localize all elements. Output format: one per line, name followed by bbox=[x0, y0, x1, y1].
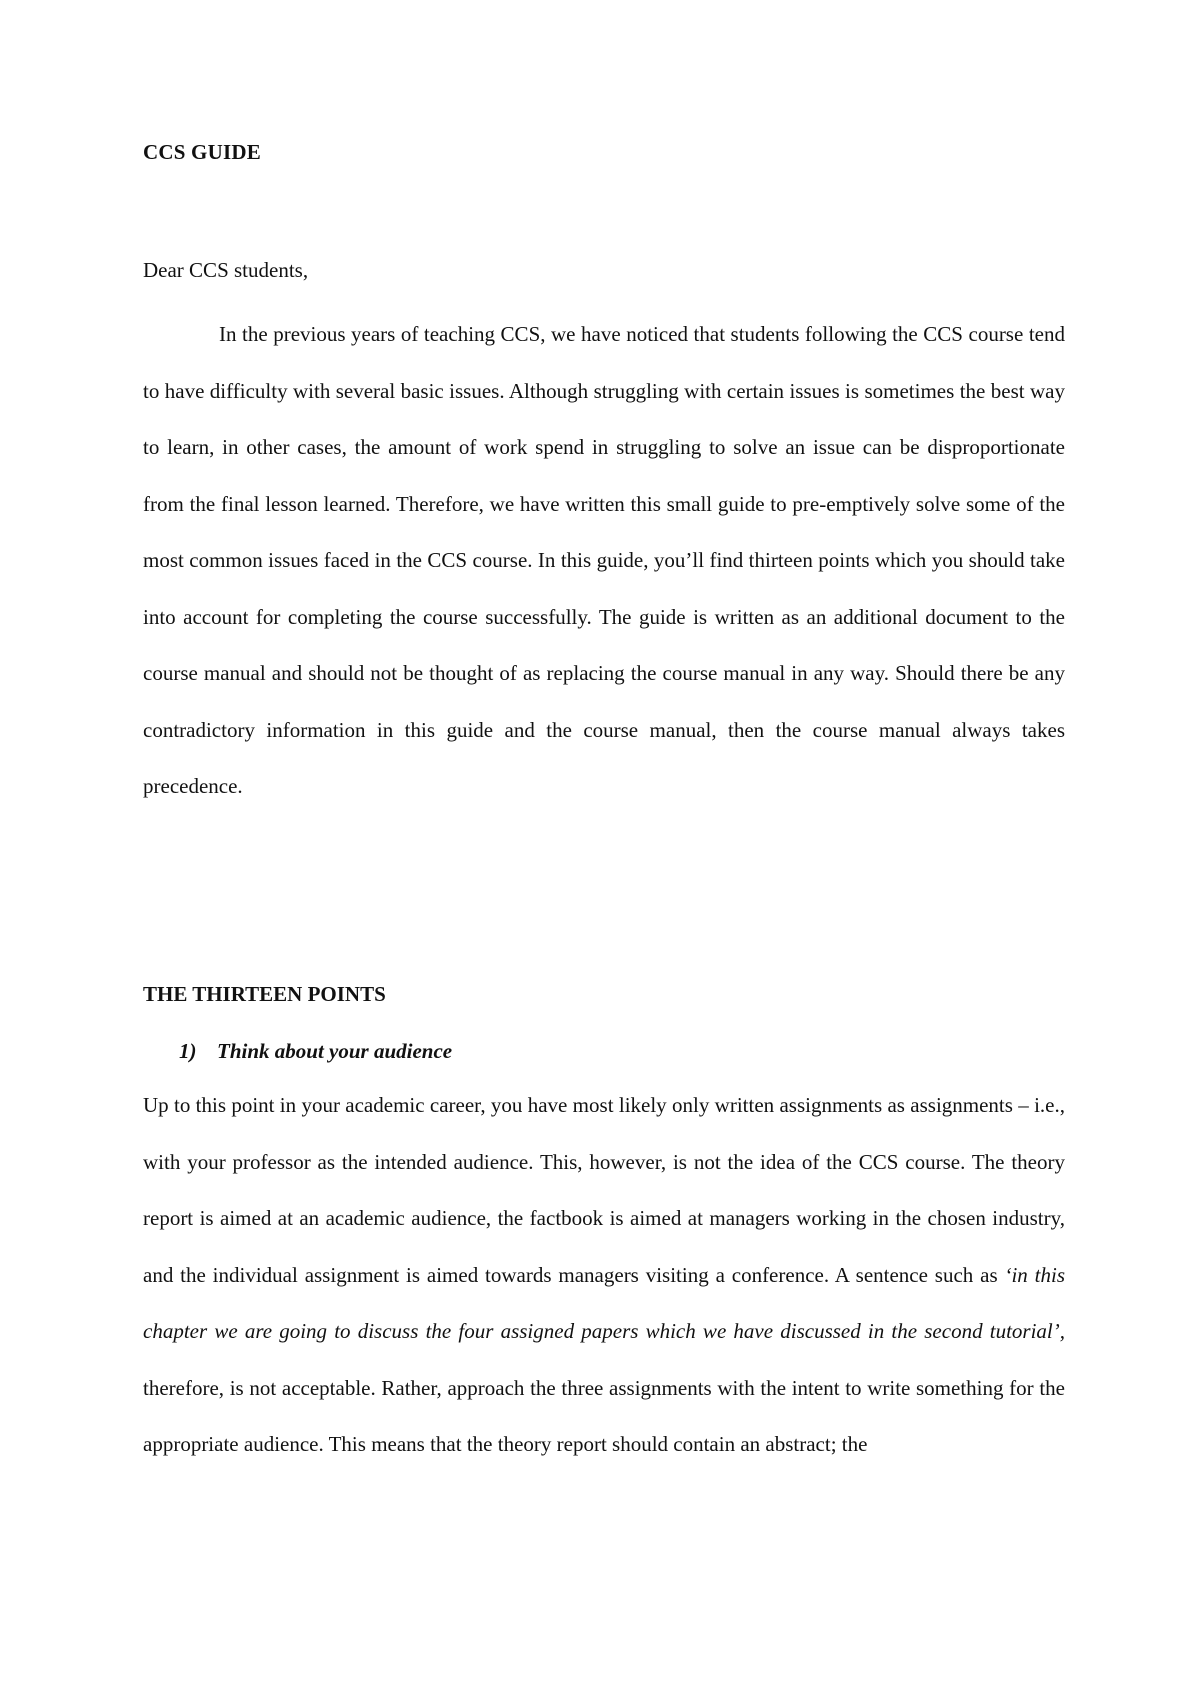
point-1-body-continued: therefore, is not acceptable. Rather, approach the three assignments with the intent to write something for the appropriate audience. This means that the theory report should contain an abstract; the bbox=[143, 1375, 1065, 1456]
salutation: Dear CCS students, bbox=[143, 258, 309, 282]
point-1-body bbox=[143, 1077, 1065, 1473]
section-heading: THE THIRTEEN POINTS bbox=[143, 982, 386, 1006]
point-1-quote: ‘in this chapter we are going to discuss the four assigned papers which we have discussed in the second tutorial’, bbox=[143, 1262, 1066, 1343]
point-1-number: 1) bbox=[179, 1039, 197, 1063]
point-1-title: Think about your audience bbox=[217, 1039, 453, 1063]
document-title: CCS GUIDE bbox=[143, 140, 261, 164]
intro-paragraph: In the previous years of teaching CCS, we have noticed that students following the CCS course tend to have difficulty with several basic issues. Although struggling with certain issues is sometimes the best way to learn, in other cases, the amount of work spend in struggling to solve an issue can be disproportionate from the final lesson learned. Therefore, we have written this small guide to pre-emptively solve some of the most common issues faced in the CCS course. In this guide, you’ll find thirteen points which you should take into account for completing the course successfully. The guide is written as an additional document to the course manual and should not be thought of as replacing the course manual in any way. Should there be any contradictory information in this guide and the course manual, then the course manual always takes precedence. bbox=[143, 322, 1065, 798]
point-1-body-text: Up to this point in your academic career, you have most likely only written assignments as assignments – i.e., with your professor as the intended audience. This, however, is not the idea of the CCS course. The theory report is aimed at an academic audience, the factbook is aimed at managers working in the chosen industry, and the individual assignment is aimed towards managers visiting a conference. A sentence such as bbox=[143, 1093, 1065, 1287]
point-1-heading bbox=[179, 1039, 452, 1064]
